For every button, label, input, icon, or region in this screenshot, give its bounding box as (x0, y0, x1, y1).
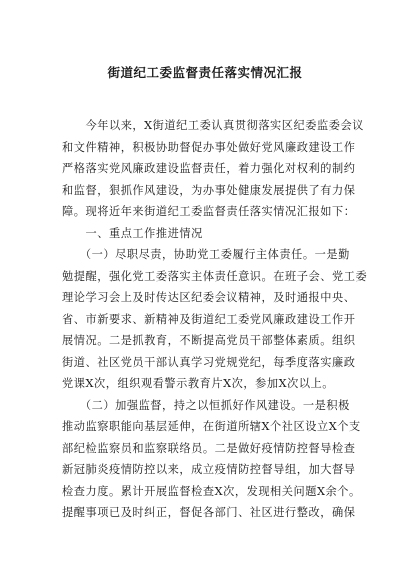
section-heading: 一、重点工作推进情况 (62, 226, 203, 240)
paragraph-line: （二）加强监督，持之以恒抓好作风建设。一是积极 (62, 398, 350, 412)
paragraph-line: 新冠肺炎疫情防控以来，成立疫情防控督导组，加大督导 (62, 463, 356, 476)
paragraph-line: 理论学习会上及时传达区纪委会议精神，及时通报中央、 (62, 291, 356, 304)
document-title: 街道纪工委监督责任落实情况汇报 (107, 65, 303, 80)
paragraph-line: 展情况。二是抓教育，不断提高党员干部整体素质。组织 (62, 334, 356, 347)
paragraph-line: 推动监察职能向基层延伸，在街道所辖X个社区设立X个支 (62, 420, 361, 433)
paragraph-line: （一）尽职尽责，协助党工委履行主体责任。一是勤 (62, 248, 350, 261)
paragraph-line: 今年以来，X街道纪工委认真贯彻落实区纪委监委会议 (62, 119, 364, 132)
paragraph-line: 检查力度。累计开展监督检查X次，发现相关问题X余个。 (62, 484, 361, 498)
paragraph-line: 省、市新要求、新精神及街道纪工委党风廉政建设工作开 (62, 312, 356, 326)
paragraph-line: 和文件精神，积极协助督促办事处做好党风廉政建设工作 (62, 140, 356, 154)
paragraph-line: 严格落实党风廉政建设监督责任，着力强化对权利的制约 (62, 162, 356, 175)
paragraph-line: 障。现将近年来街道纪工委监督责任落实情况汇报如下： (62, 205, 356, 218)
paragraph-line: 党课X次，组织观看警示教育片X次，参加X次以上。 (62, 377, 335, 390)
paragraph-line: 部纪检监察员和监察联络员。二是做好疫情防控督导检查 (62, 441, 356, 455)
paragraph-line: 勉提醒，强化党工委落实主体责任意识。在班子会、党工委 (62, 269, 368, 283)
paragraph-line: 街道、社区党员干部认真学习党规党纪，每季度落实廉政 (62, 355, 356, 369)
paragraph-line: 和监督，狠抓作风建设，为办事处健康发展提供了有力保 (62, 183, 356, 197)
paragraph-line: 提醒事项已及时纠正，督促各部门、社区进行整改，确保 (62, 506, 356, 519)
document-body (62, 115, 368, 524)
